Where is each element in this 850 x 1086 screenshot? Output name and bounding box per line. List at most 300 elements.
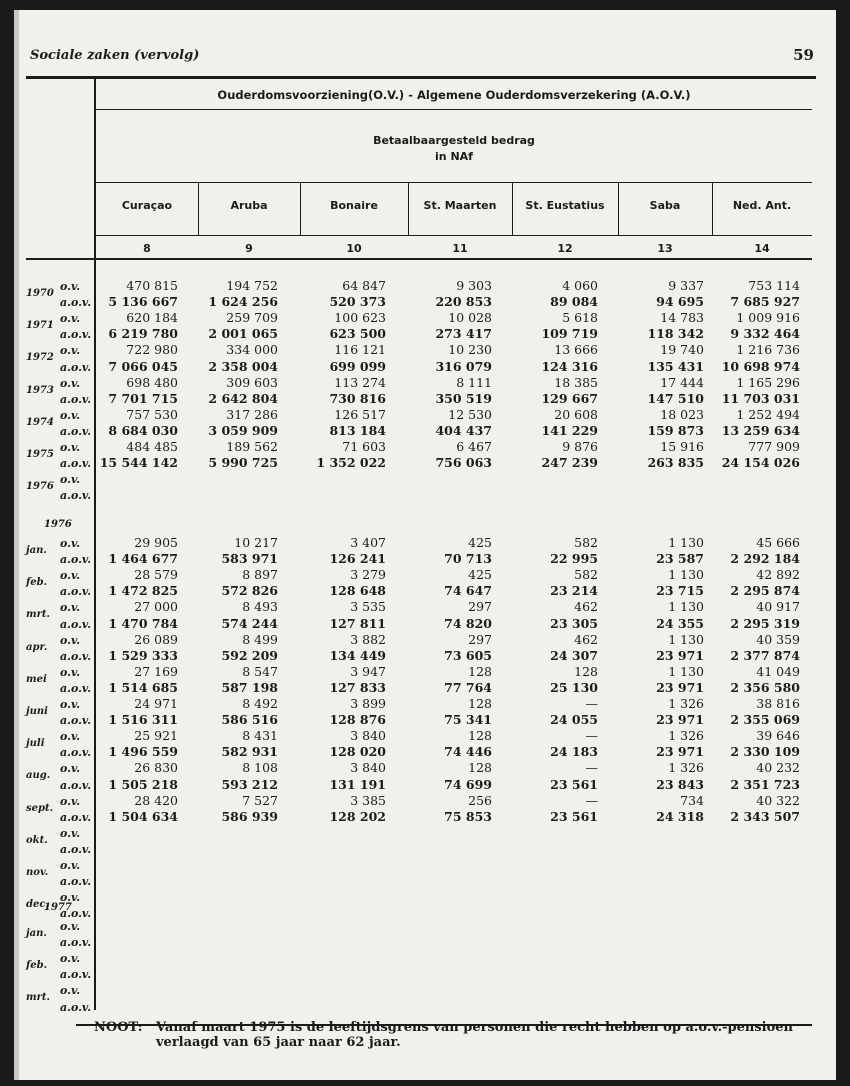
table-cell: 24 971 bbox=[134, 696, 178, 711]
table-cell: 11 703 031 bbox=[721, 390, 800, 406]
table-cell: 6 467 bbox=[456, 439, 492, 454]
column-number: 14 bbox=[754, 242, 770, 255]
row-type-label: o.v. bbox=[60, 920, 81, 933]
table-cell: 8 492 bbox=[242, 696, 278, 711]
table-cell: 42 892 bbox=[756, 567, 800, 583]
column-header: St. Eustatius bbox=[525, 199, 605, 212]
row-type-label: a.o.v. bbox=[60, 810, 92, 824]
table-cell: 24 355 bbox=[656, 615, 704, 631]
month-label: juni bbox=[26, 706, 48, 717]
table-cell: 24 154 026 bbox=[721, 455, 800, 471]
table-cell: 1 352 022 bbox=[316, 455, 386, 471]
table-cell: 131 191 bbox=[329, 776, 386, 792]
table-cell: 23 214 bbox=[550, 583, 598, 599]
table-title: Ouderdomsvoorziening(O.V.) - Algemene Ouderdomsverzekering (A.O.V.) bbox=[217, 88, 691, 102]
table-cell: 1 130 bbox=[668, 599, 704, 615]
month-label: feb. bbox=[26, 577, 48, 589]
row-type-label: a.o.v. bbox=[60, 360, 92, 374]
month-label: jan. bbox=[26, 545, 47, 556]
table-cell: 26 830 bbox=[134, 760, 178, 776]
table-cell: 24 183 bbox=[550, 744, 598, 760]
month-label: apr. bbox=[26, 641, 48, 653]
row-type-label: a.o.v. bbox=[60, 842, 92, 856]
row-type-label: o.v. bbox=[60, 280, 81, 293]
table-cell: 2 295 874 bbox=[730, 583, 800, 599]
table-cell: 813 184 bbox=[329, 422, 386, 438]
row-type-label: a.o.v. bbox=[60, 553, 92, 567]
table-cell: 189 562 bbox=[226, 439, 278, 454]
table-cell: 425 bbox=[468, 567, 492, 583]
note-label: NOOT: bbox=[94, 1020, 143, 1035]
table-cell: 1 505 218 bbox=[108, 776, 178, 792]
table-cell: 128 020 bbox=[329, 744, 386, 760]
row-type-label: o.v. bbox=[60, 537, 81, 550]
table-cell: 126 517 bbox=[334, 406, 386, 422]
page-number: 59 bbox=[793, 46, 814, 64]
table-cell: 126 241 bbox=[329, 551, 386, 567]
year-label: 1972 bbox=[26, 352, 54, 364]
table-cell: 147 510 bbox=[647, 390, 704, 406]
table-cell: 18 385 bbox=[554, 374, 598, 390]
table-cell: 3 385 bbox=[350, 792, 386, 808]
row-type-label: o.v. bbox=[60, 794, 81, 808]
year-label: 1973 bbox=[26, 384, 54, 396]
table-cell: 756 063 bbox=[435, 455, 492, 471]
table-cell: 100 623 bbox=[334, 310, 386, 326]
table-cell: 1 165 296 bbox=[736, 374, 800, 390]
table-cell: 1 130 bbox=[668, 535, 704, 550]
table-cell: 40 322 bbox=[756, 792, 800, 808]
table-cell: 3 840 bbox=[350, 728, 386, 744]
table-cell: 40 359 bbox=[756, 631, 800, 647]
month-label: mei bbox=[26, 673, 47, 685]
table-cell: 273 417 bbox=[435, 326, 492, 342]
table-cell: 9 303 bbox=[456, 278, 492, 293]
table-cell: 5 618 bbox=[562, 310, 598, 326]
table-cell: 14 783 bbox=[660, 310, 704, 326]
month-label: okt. bbox=[26, 834, 48, 846]
table-cell: 8 499 bbox=[242, 631, 278, 647]
month-label: juli bbox=[26, 738, 45, 750]
table-cell: 1 252 494 bbox=[736, 406, 800, 422]
table-cell: 3 535 bbox=[350, 599, 386, 615]
table-cell: 74 647 bbox=[444, 583, 492, 599]
table-cell: 7 527 bbox=[242, 792, 278, 808]
table-cell: 13 666 bbox=[554, 342, 598, 358]
note-text: Vanaf maart 1975 is de leeftijdsgrens van personen die recht hebben op a.o.v.-pensioen verlaagd van 65 jaar naar 62 jaar. bbox=[156, 1020, 793, 1050]
table-cell: 520 373 bbox=[329, 294, 386, 310]
subtitle-line-2: in NAf bbox=[435, 150, 473, 163]
title-rule bbox=[96, 109, 812, 110]
table-cell: 586 516 bbox=[221, 712, 278, 728]
table-cell: 309 603 bbox=[226, 374, 278, 390]
table-cell: 128 bbox=[468, 696, 492, 711]
row-type-label: o.v. bbox=[60, 762, 81, 776]
table-cell: 592 209 bbox=[221, 647, 278, 663]
table-cell: 159 873 bbox=[647, 422, 704, 438]
table-cell: 124 316 bbox=[541, 358, 598, 374]
table-cell: 620 184 bbox=[126, 310, 178, 326]
table-cell: 753 114 bbox=[748, 278, 800, 293]
table-cell: 263 835 bbox=[647, 455, 704, 471]
table-cell: 1 326 bbox=[668, 760, 704, 776]
table-cell: 1 529 333 bbox=[108, 647, 178, 663]
table-cell: 334 000 bbox=[226, 342, 278, 358]
row-type-label: o.v. bbox=[60, 312, 81, 326]
table-cell: 1 130 bbox=[668, 631, 704, 647]
table-cell: 27 169 bbox=[134, 663, 178, 679]
table-cell: 5 990 725 bbox=[208, 455, 278, 471]
table-cell: 74 446 bbox=[444, 744, 492, 760]
row-type-label: a.o.v. bbox=[60, 296, 92, 310]
table-cell: 3 407 bbox=[350, 535, 386, 550]
table-cell: 26 089 bbox=[134, 631, 178, 647]
column-number: 12 bbox=[557, 242, 573, 255]
column-number: 9 bbox=[245, 242, 253, 255]
table-cell: 8 547 bbox=[242, 663, 278, 679]
table-cell: 23 843 bbox=[656, 776, 704, 792]
table-cell: 1 216 736 bbox=[736, 342, 800, 358]
table-cell: 94 695 bbox=[656, 294, 704, 310]
table-cell: 74 820 bbox=[444, 615, 492, 631]
table-cell: 587 198 bbox=[221, 679, 278, 695]
table-cell: 8 111 bbox=[456, 374, 492, 390]
row-type-label: o.v. bbox=[60, 984, 81, 998]
table-cell: 297 bbox=[468, 631, 492, 647]
row-type-label: o.v. bbox=[60, 473, 81, 487]
table-cell: 734 bbox=[680, 792, 704, 808]
row-type-label: o.v. bbox=[60, 376, 81, 390]
column-header: St. Maarten bbox=[423, 199, 497, 212]
table-cell: 582 bbox=[574, 567, 598, 583]
month-label: aug. bbox=[26, 770, 51, 782]
row-type-label: a.o.v. bbox=[60, 617, 92, 631]
row-type-label: a.o.v. bbox=[60, 714, 92, 728]
month-label: mrt. bbox=[26, 992, 50, 1004]
table-cell: 73 605 bbox=[444, 647, 492, 663]
table-cell: 623 500 bbox=[329, 326, 386, 342]
table-cell: 593 212 bbox=[221, 776, 278, 792]
table-cell: 64 847 bbox=[342, 278, 386, 293]
table-cell: 10 698 974 bbox=[721, 358, 800, 374]
table-cell: 8 108 bbox=[242, 760, 278, 776]
table-cell: 70 713 bbox=[444, 551, 492, 567]
table-cell: — bbox=[585, 696, 598, 711]
table-cell: 3 882 bbox=[350, 631, 386, 647]
year-label: 1971 bbox=[26, 320, 54, 332]
stub-divider bbox=[94, 78, 96, 1010]
row-type-label: a.o.v. bbox=[60, 936, 92, 950]
table-cell: 28 420 bbox=[134, 792, 178, 808]
table-cell: 23 305 bbox=[550, 615, 598, 631]
table-cell: — bbox=[585, 792, 598, 808]
table-cell: 23 587 bbox=[656, 551, 704, 567]
table-cell: 28 579 bbox=[134, 567, 178, 583]
row-type-label: o.v. bbox=[60, 665, 81, 679]
table-cell: 9 876 bbox=[562, 439, 598, 454]
table-cell: 8 897 bbox=[242, 567, 278, 583]
table-cell: 128 202 bbox=[329, 808, 386, 824]
table-cell: 2 642 804 bbox=[208, 390, 278, 406]
table-cell: 134 449 bbox=[329, 647, 386, 663]
table-cell: 1 516 311 bbox=[108, 712, 178, 728]
row-type-label: a.o.v. bbox=[60, 457, 92, 471]
table-cell: 462 bbox=[574, 631, 598, 647]
month-label: mrt. bbox=[26, 609, 50, 621]
table-cell: 462 bbox=[574, 599, 598, 615]
table-cell: 77 764 bbox=[444, 679, 492, 695]
table-cell: 5 136 667 bbox=[108, 294, 178, 310]
row-type-label: o.v. bbox=[60, 601, 81, 615]
subtitle-line-1: Betaalbaargesteld bedrag bbox=[373, 134, 535, 147]
table-cell: 777 909 bbox=[748, 439, 800, 454]
table-cell: 23 971 bbox=[656, 712, 704, 728]
column-header: Curaçao bbox=[121, 199, 173, 212]
table-cell: 730 816 bbox=[329, 390, 386, 406]
table-cell: 10 028 bbox=[448, 310, 492, 326]
table-cell: 29 905 bbox=[134, 535, 178, 550]
table-cell: 13 259 634 bbox=[721, 422, 800, 438]
table-cell: 484 485 bbox=[126, 439, 178, 454]
month-label: jan. bbox=[26, 928, 47, 939]
table-cell: 2 330 109 bbox=[730, 744, 800, 760]
table-cell: 1 496 559 bbox=[108, 744, 178, 760]
row-type-label: o.v. bbox=[60, 730, 81, 744]
table-cell: 23 561 bbox=[550, 808, 598, 824]
column-header: Saba bbox=[649, 199, 681, 212]
table-cell: 247 239 bbox=[541, 455, 598, 471]
table-cell: 2 358 004 bbox=[208, 358, 278, 374]
table-cell: 118 342 bbox=[647, 326, 704, 342]
table-cell: 1 472 825 bbox=[108, 583, 178, 599]
table-cell: 128 bbox=[468, 760, 492, 776]
table-cell: 9 337 bbox=[668, 278, 704, 293]
column-number: 8 bbox=[143, 242, 151, 255]
table-cell: 404 437 bbox=[435, 422, 492, 438]
top-rule bbox=[26, 76, 816, 79]
table-cell: 109 719 bbox=[541, 326, 598, 342]
table-cell: 25 130 bbox=[550, 679, 598, 695]
table-cell: 23 971 bbox=[656, 647, 704, 663]
table-cell: 297 bbox=[468, 599, 492, 615]
row-type-label: o.v. bbox=[60, 859, 81, 872]
table-cell: 582 bbox=[574, 535, 598, 550]
table-cell: 127 833 bbox=[329, 679, 386, 695]
table-cell: 23 971 bbox=[656, 679, 704, 695]
row-type-label: o.v. bbox=[60, 952, 81, 966]
table-cell: 4 060 bbox=[562, 278, 598, 293]
table-cell: 25 921 bbox=[134, 728, 178, 744]
month-label: nov. bbox=[26, 867, 49, 878]
table-cell: 7 066 045 bbox=[108, 358, 178, 374]
section-year: 1977 bbox=[44, 902, 72, 913]
table-cell: — bbox=[585, 728, 598, 744]
row-type-label: a.o.v. bbox=[60, 392, 92, 406]
table-cell: 425 bbox=[468, 535, 492, 550]
table-cell: 572 826 bbox=[221, 583, 278, 599]
table-cell: 3 947 bbox=[350, 663, 386, 679]
table-subtitle bbox=[96, 133, 812, 165]
table-cell: 1 624 256 bbox=[208, 294, 278, 310]
table-cell: 2 355 069 bbox=[730, 712, 800, 728]
row-type-label: o.v. bbox=[60, 344, 81, 358]
column-number: 11 bbox=[452, 242, 468, 255]
table-cell: 128 876 bbox=[329, 712, 386, 728]
table-cell: 17 444 bbox=[660, 374, 704, 390]
table-cell: 128 648 bbox=[329, 583, 386, 599]
table-cell: 75 341 bbox=[444, 712, 492, 728]
year-label: 1976 bbox=[26, 481, 54, 493]
table-cell: 116 121 bbox=[334, 342, 386, 358]
table-cell: 23 561 bbox=[550, 776, 598, 792]
column-number: 13 bbox=[657, 242, 673, 255]
table-cell: 2 377 874 bbox=[730, 647, 800, 663]
table-cell: 127 811 bbox=[329, 615, 386, 631]
subtitle-rule bbox=[96, 182, 812, 183]
row-type-label: a.o.v. bbox=[60, 746, 92, 760]
table-cell: 194 752 bbox=[226, 278, 278, 293]
month-label: feb. bbox=[26, 960, 48, 972]
table-cell: 2 351 723 bbox=[730, 776, 800, 792]
year-label: 1974 bbox=[26, 416, 54, 428]
column-number: 10 bbox=[346, 242, 362, 255]
row-type-label: a.o.v. bbox=[60, 489, 92, 503]
table-cell: 10 217 bbox=[234, 535, 278, 550]
row-type-label: o.v. bbox=[60, 698, 81, 711]
table-cell: 3 899 bbox=[350, 696, 386, 711]
table-cell: 470 815 bbox=[126, 278, 178, 293]
table-cell: 316 079 bbox=[435, 358, 492, 374]
table-cell: 256 bbox=[468, 792, 492, 808]
column-header: Bonaire bbox=[330, 199, 378, 212]
colhead-rule bbox=[96, 235, 812, 236]
table-cell: 24 318 bbox=[656, 808, 704, 824]
header-bottom-rule bbox=[26, 258, 812, 260]
table-cell: 12 530 bbox=[448, 406, 492, 422]
month-label: sept. bbox=[26, 802, 54, 814]
table-cell: 40 917 bbox=[756, 599, 800, 615]
page-edge bbox=[14, 10, 19, 1080]
row-type-label: o.v. bbox=[60, 441, 81, 454]
table-cell: 1 009 916 bbox=[736, 310, 800, 326]
table-cell: 722 980 bbox=[126, 342, 178, 358]
table-cell: 23 715 bbox=[656, 583, 704, 599]
row-type-label: a.o.v. bbox=[60, 907, 92, 921]
table-cell: 2 292 184 bbox=[730, 551, 800, 567]
row-type-label: o.v. bbox=[60, 408, 81, 422]
row-type-label: a.o.v. bbox=[60, 328, 92, 342]
row-type-label: o.v. bbox=[60, 569, 81, 583]
table-cell: 22 995 bbox=[550, 551, 598, 567]
table-cell: 40 232 bbox=[756, 760, 800, 776]
table-cell: 7 685 927 bbox=[730, 294, 800, 310]
row-type-label: a.o.v. bbox=[60, 585, 92, 599]
row-type-label: a.o.v. bbox=[60, 424, 92, 438]
table-cell: 1 464 677 bbox=[108, 551, 178, 567]
table-cell: 45 666 bbox=[756, 535, 800, 550]
table-cell: 1 326 bbox=[668, 728, 704, 744]
table-cell: 89 084 bbox=[550, 294, 598, 310]
table-cell: 23 971 bbox=[656, 744, 704, 760]
table-cell: 9 332 464 bbox=[730, 326, 800, 342]
table-cell: 27 000 bbox=[134, 599, 178, 615]
table-cell: 38 816 bbox=[756, 696, 800, 711]
table-cell: 75 853 bbox=[444, 808, 492, 824]
table-cell: 582 931 bbox=[221, 744, 278, 760]
row-type-label: a.o.v. bbox=[60, 968, 92, 982]
table-cell: 74 699 bbox=[444, 776, 492, 792]
table-cell: 135 431 bbox=[647, 358, 704, 374]
row-type-label: a.o.v. bbox=[60, 778, 92, 792]
table-cell: 8 684 030 bbox=[108, 422, 178, 438]
table-cell: 15 544 142 bbox=[99, 455, 178, 471]
table-cell: 41 049 bbox=[756, 663, 800, 679]
month-label: dec. bbox=[26, 899, 49, 911]
table-cell: 1 504 634 bbox=[108, 808, 178, 824]
table-cell: 141 229 bbox=[541, 422, 598, 438]
table-cell: 3 059 909 bbox=[208, 422, 278, 438]
table-cell: 1 470 784 bbox=[108, 615, 178, 631]
row-type-label: a.o.v. bbox=[60, 1000, 92, 1014]
row-type-label: o.v. bbox=[60, 633, 81, 647]
table-cell: 129 667 bbox=[541, 390, 598, 406]
table-cell: 2 295 319 bbox=[730, 615, 800, 631]
row-type-label: o.v. bbox=[60, 891, 81, 905]
table-cell: 1 130 bbox=[668, 663, 704, 679]
table-cell: 39 646 bbox=[756, 728, 800, 744]
table-cell: 757 530 bbox=[126, 406, 178, 422]
table-cell: 20 608 bbox=[554, 406, 598, 422]
table-cell: 2 001 065 bbox=[208, 326, 278, 342]
table-cell: 7 701 715 bbox=[108, 390, 178, 406]
table-cell: 583 971 bbox=[221, 551, 278, 567]
table-cell: 15 916 bbox=[660, 439, 704, 454]
table-cell: — bbox=[585, 760, 598, 776]
table-cell: 3 279 bbox=[350, 567, 386, 583]
table-cell: 574 244 bbox=[221, 615, 278, 631]
table-cell: 8 493 bbox=[242, 599, 278, 615]
table-cell: 317 286 bbox=[226, 406, 278, 422]
table-cell: 586 939 bbox=[221, 808, 278, 824]
table-cell: 113 274 bbox=[334, 374, 386, 390]
table-cell: 3 840 bbox=[350, 760, 386, 776]
row-type-label: a.o.v. bbox=[60, 681, 92, 695]
table-cell: 220 853 bbox=[435, 294, 492, 310]
section-year: 1976 bbox=[44, 519, 72, 530]
table-cell: 19 740 bbox=[660, 342, 704, 358]
column-header: Ned. Ant. bbox=[732, 199, 792, 212]
table-cell: 259 709 bbox=[226, 310, 278, 326]
table-cell: 71 603 bbox=[342, 439, 386, 454]
table-cell: 6 219 780 bbox=[108, 326, 178, 342]
table-cell: 698 480 bbox=[126, 374, 178, 390]
section-header: Sociale zaken (vervolg) bbox=[30, 48, 200, 63]
table-cell: 128 bbox=[574, 663, 598, 679]
table-cell: 128 bbox=[468, 728, 492, 744]
table-cell: 699 099 bbox=[329, 358, 386, 374]
table-cell: 18 023 bbox=[660, 406, 704, 422]
table-cell: 10 230 bbox=[448, 342, 492, 358]
table-cell: 1 514 685 bbox=[108, 679, 178, 695]
column-header: Aruba bbox=[230, 199, 268, 212]
table-cell: 350 519 bbox=[435, 390, 492, 406]
table-cell: 2 356 580 bbox=[730, 679, 800, 695]
row-type-label: o.v. bbox=[60, 826, 81, 840]
row-type-label: a.o.v. bbox=[60, 875, 92, 889]
table-cell: 1 130 bbox=[668, 567, 704, 583]
table-cell: 24 055 bbox=[550, 712, 598, 728]
table-cell: 2 343 507 bbox=[730, 808, 800, 824]
